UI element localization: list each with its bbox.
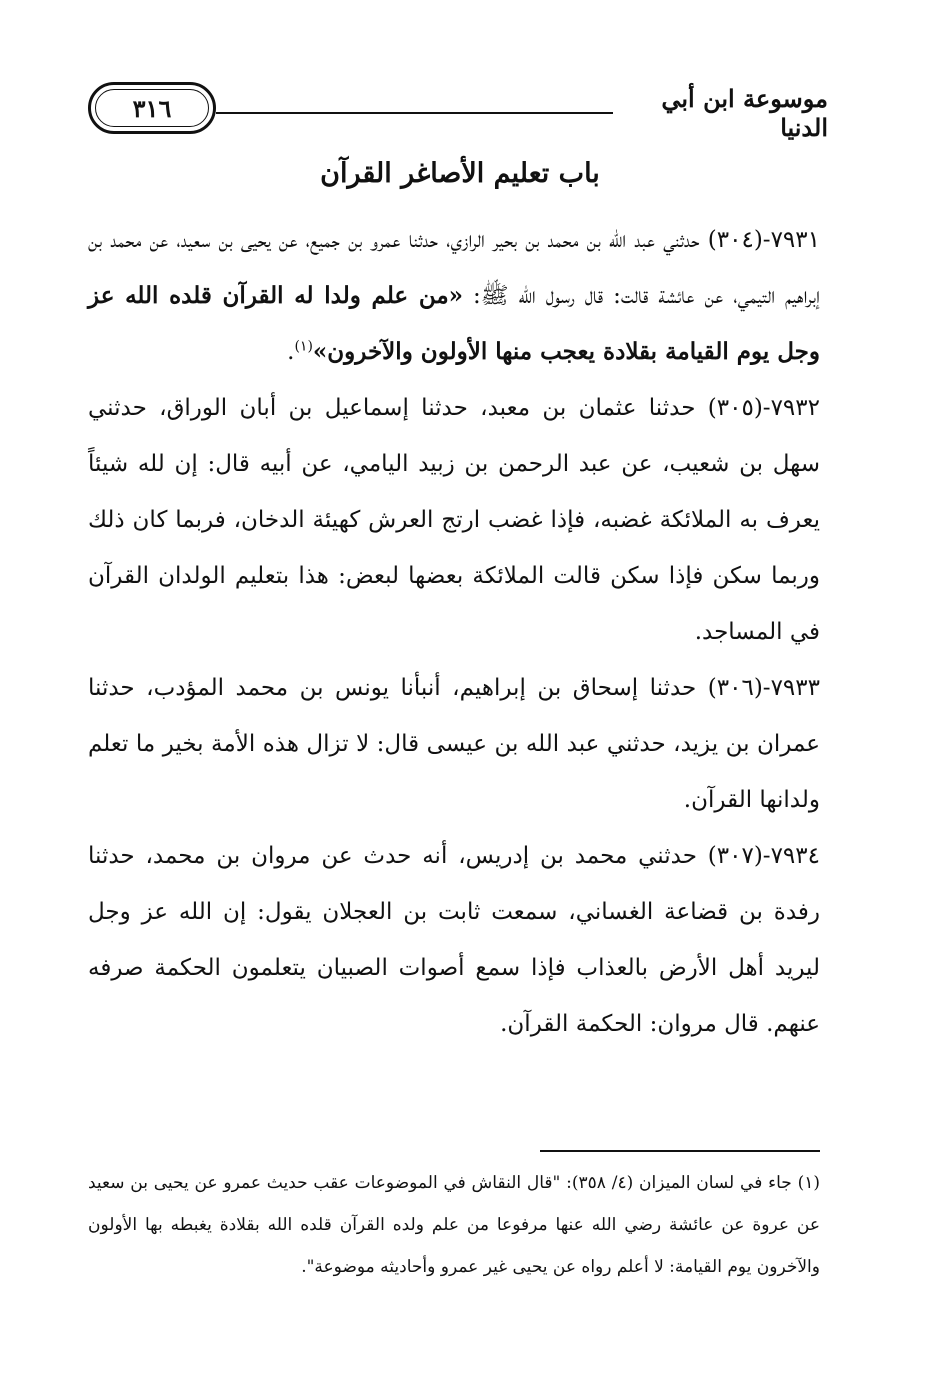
hadith-paragraph bbox=[88, 212, 820, 380]
hadith-paragraph bbox=[88, 660, 820, 828]
hadith-text: حدثنا إسحاق بن إبراهيم، أنبأنا يونس بن محمد المؤدب، حدثنا عمران بن يزيد، حدثني عبد الله بن عيسى قال: لا تزال هذه الأمة بخير ما تعلم ولدانها القرآن. bbox=[88, 675, 820, 813]
hadith-paragraph bbox=[88, 828, 820, 1052]
page-number: ٣١٦ bbox=[132, 93, 172, 123]
hadith-number: ٧٩٣٢-(٣٠٥) bbox=[707, 395, 820, 421]
hadith-text-end: . bbox=[287, 339, 295, 365]
footnote-separator bbox=[540, 1150, 820, 1152]
body-text bbox=[88, 212, 820, 1052]
hadith-number: ٧٩٣٣-(٣٠٦) bbox=[707, 675, 820, 701]
chapter-title: باب تعليم الأصاغر القرآن bbox=[320, 158, 600, 189]
hadith-text: حدثني عبد الله بن محمد بن بحير الرازي، حدثنا عمرو بن جميع، عن يحيى بن سعيد، عن محمد بن إبراهيم التيمي، عن عائشة قالت: قال رسول الله ﷺ: bbox=[88, 227, 820, 309]
footnote-reference: (١) bbox=[294, 338, 313, 355]
hadith-number: ٧٩٣١-(٣٠٤) bbox=[707, 227, 820, 253]
footnote: (١) جاء في لسان الميزان (٤/ ٣٥٨): "قال النقاش في الموضوعات عقب حديث عمرو عن يحيى بن سعيد عن عروة عن عائشة رضي الله عنها مرفوعا من علم ولده القرآن قلده الله بقلادة يغبطه بها الأولون والآخرون يوم القيامة: لا أعلم رواه عن يحيى غير عمرو وأحاديثه موضوعة". bbox=[88, 1173, 820, 1277]
hadith-quote: «من علم ولدا له القرآن قلده الله عز وجل يوم القيامة بقلادة يعجب منها الأولون والآخرون» bbox=[88, 282, 820, 365]
page-number-frame bbox=[88, 82, 216, 134]
hadith-text: حدثنا عثمان بن معبد، حدثنا إسماعيل بن أبان الوراق، حدثني سهل بن شعيب، عن عبد الرحمن بن زبيد اليامي، عن أبيه قال: إن لله شيئاً يعرف به الملائكة غضبه، فإذا غضب ارتج العرش كهيئة الدخان، فربما كان ذلك وربما سكن فإذا سكن قالت الملائكة بعضها لبعض: هذا بتعليم الولدان القرآن في المساجد. bbox=[88, 395, 820, 645]
hadith-paragraph bbox=[88, 380, 820, 660]
running-title: موسوعة ابن أبي الدنيا bbox=[661, 84, 828, 142]
hadith-text: حدثني محمد بن إدريس، أنه حدث عن مروان بن محمد، حدثنا رفدة بن قضاعة الغساني، سمعت ثابت بن العجلان يقول: إن الله عز وجل ليريد أهل الأرض بالعذاب فإذا سمع أصوات الصبيان يتعلمون الحكمة صرفه عنهم. قال مروان: الحكمة القرآن. bbox=[88, 843, 820, 1037]
hadith-number: ٧٩٣٤-(٣٠٧) bbox=[707, 843, 820, 869]
page-header bbox=[88, 82, 828, 142]
header-rule bbox=[216, 112, 613, 114]
